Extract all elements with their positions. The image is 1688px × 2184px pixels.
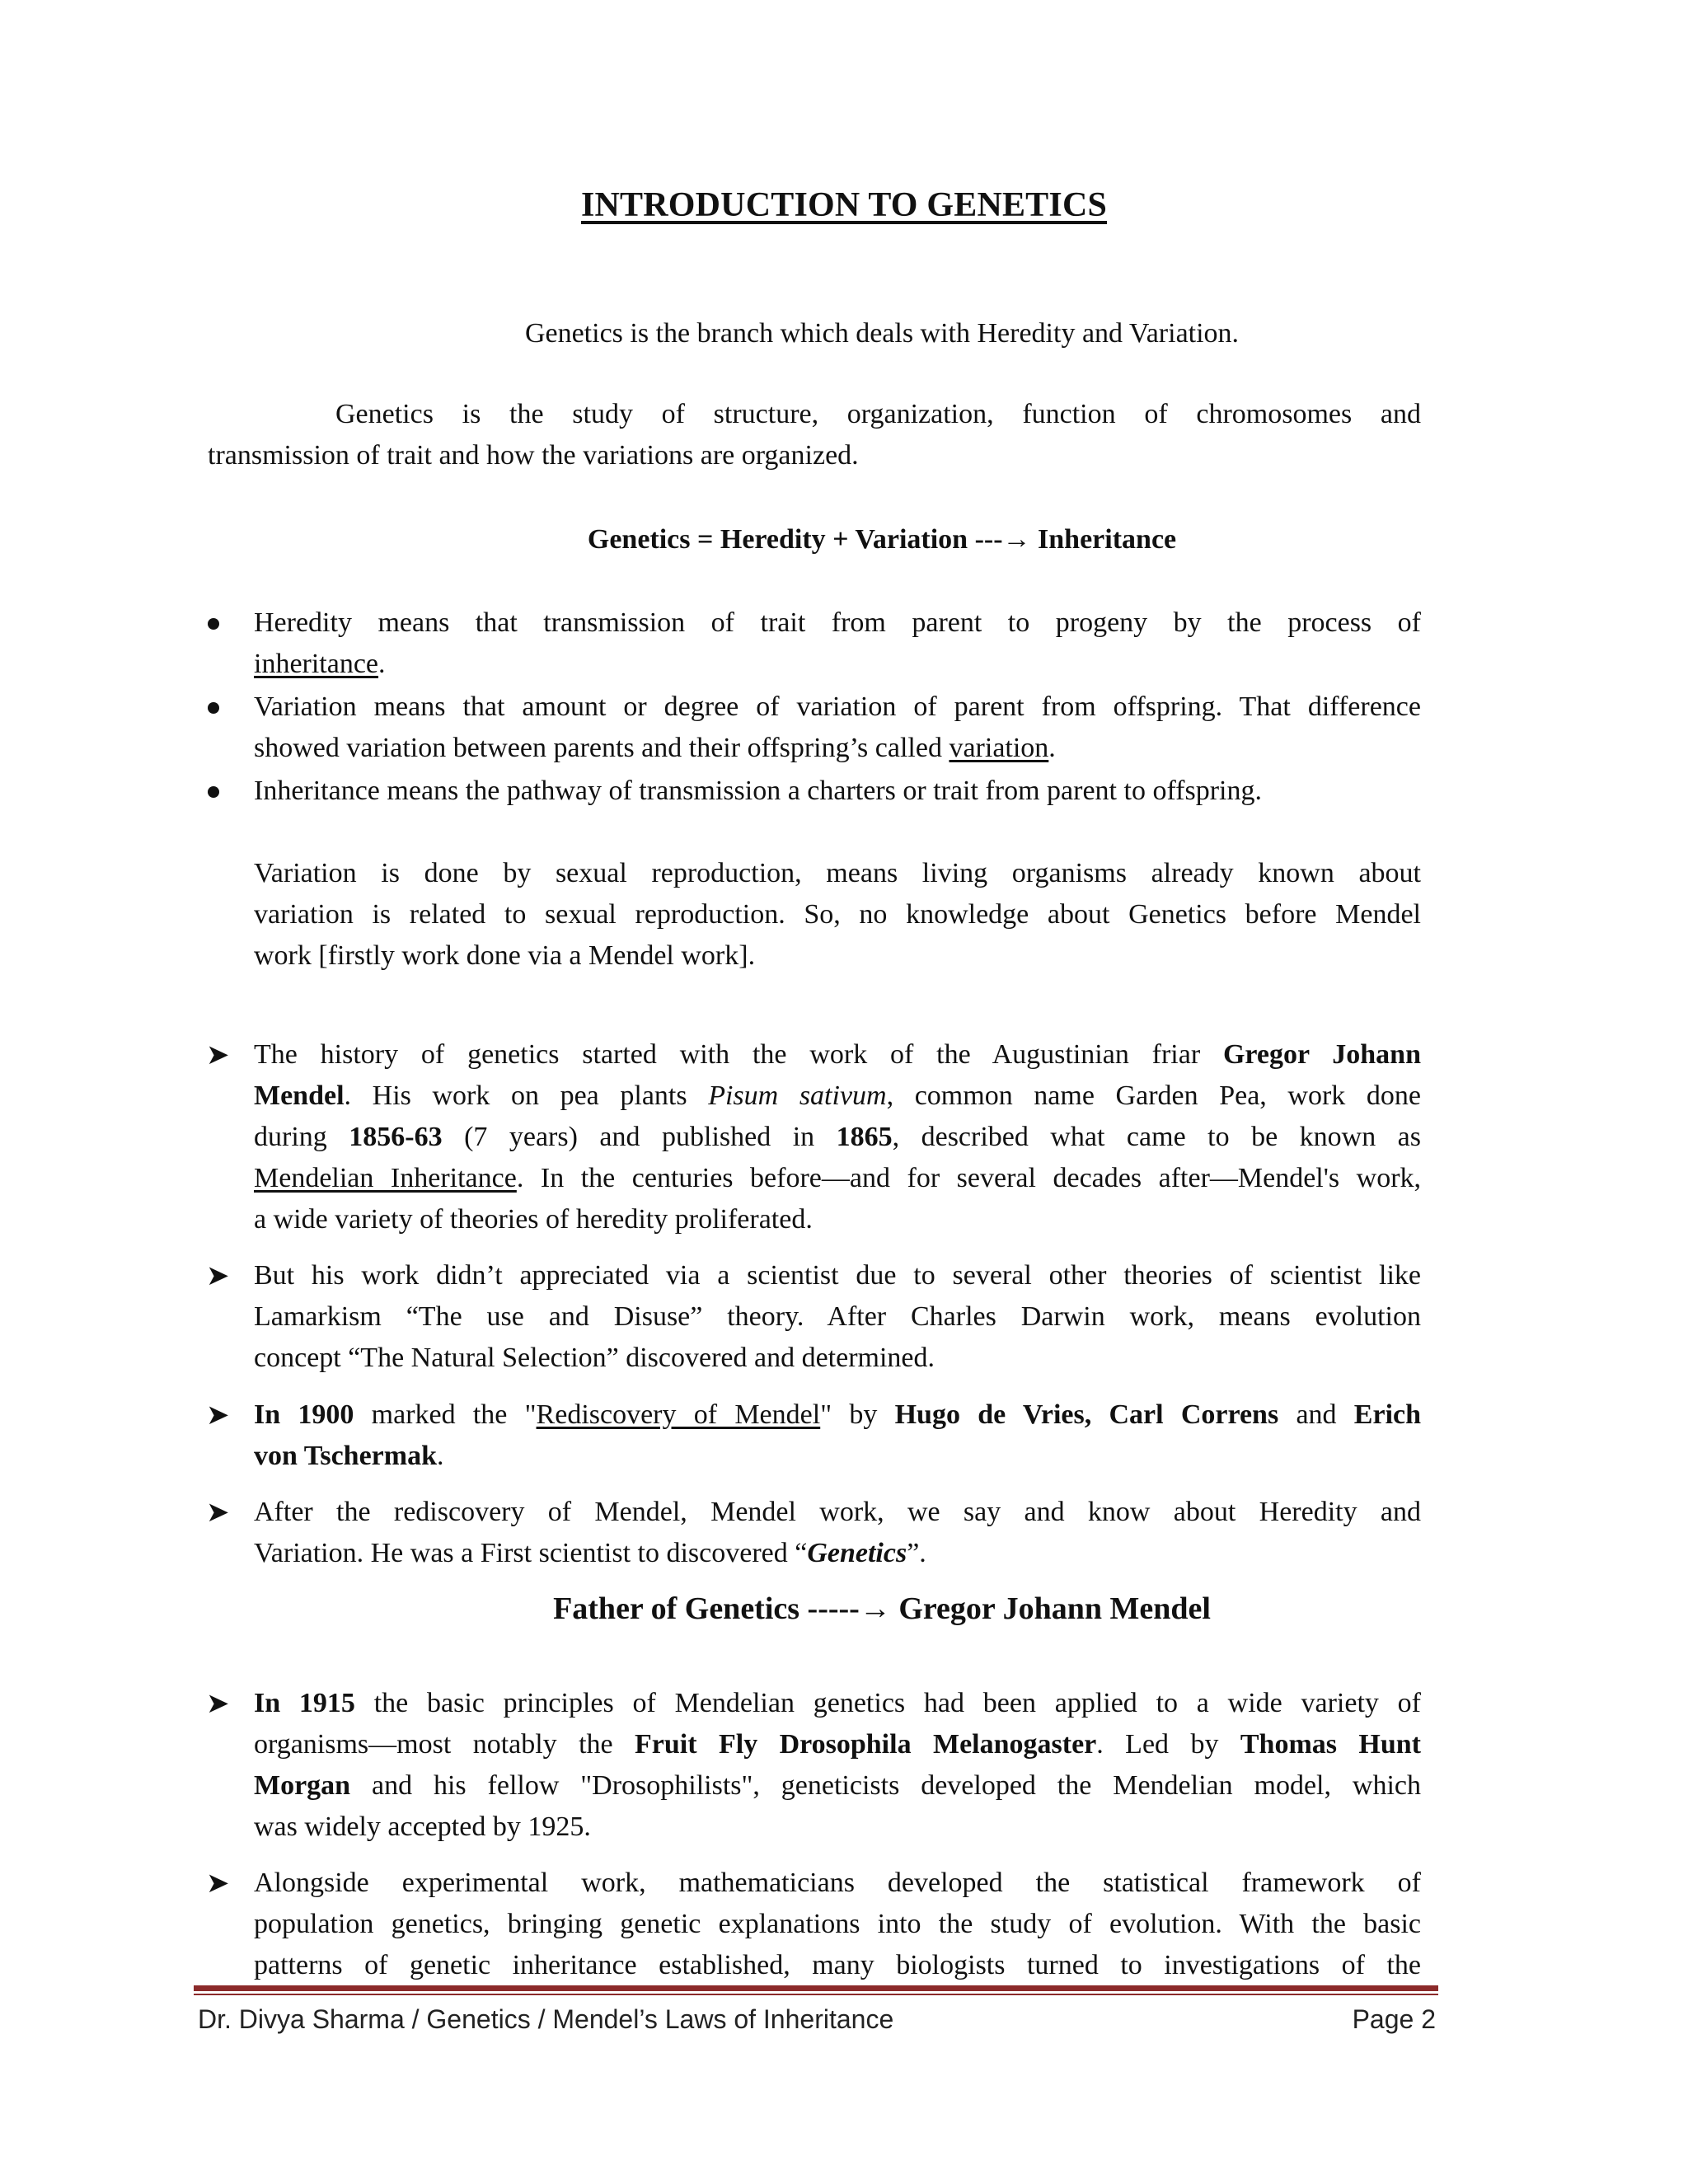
fruit-fly-bold: Fruit Fly Drosophila Melanogaster [635, 1729, 1097, 1760]
mendel-surname-bold: Mendel [254, 1080, 345, 1111]
mendel-name-bold: Gregor Johann [1222, 1039, 1421, 1070]
variation-para-line-3: work [firstly work done via a Mendel work]. [254, 940, 756, 971]
inheritance-link[interactable]: inheritance [254, 649, 379, 679]
genetics-bold-italic: Genetics [807, 1538, 907, 1568]
later-p5-line-1 [254, 1683, 1421, 1724]
thomas-hunt-bold: Thomas Hunt [1240, 1729, 1421, 1760]
history-p4-text: ”. [907, 1538, 926, 1568]
later-p5-line-4: was widely accepted by 1925. [254, 1811, 591, 1842]
later-p6-line-3: patterns of genetic inheritance established, many biologists turned to investigations of the [254, 1950, 1421, 1980]
history-p2-line-2: Lamarkism “The use and Disuse” theory. After Charles Darwin work, means evolution [254, 1301, 1421, 1332]
footer-author: Dr. Divya Sharma / Genetics / Mendel’s Laws of Inheritance [198, 2004, 894, 2034]
page-number: Page 2 [1352, 2004, 1436, 2034]
scientists-bold: Hugo de Vries, Carl Correns [894, 1399, 1279, 1430]
history-p1-text: , common name Garden Pea, work done [886, 1080, 1421, 1111]
variation-para-line-2: variation is related to sexual reproduction. So, no knowledge about Genetics before Mendel [254, 899, 1421, 930]
arrow-bullet-icon: ➤ [206, 1399, 230, 1432]
history-p3-text: " by [820, 1399, 895, 1430]
history-p1-text: (7 years) and published in [442, 1122, 837, 1152]
history-p3-text: marked the " [354, 1399, 537, 1430]
history-p1-text: , described what came to be known as [892, 1122, 1421, 1152]
bullet-icon [208, 618, 219, 630]
history-p1-line-2 [254, 1076, 1421, 1117]
erich-bold: Erich [1353, 1399, 1422, 1430]
bullet-1-tail: . [378, 649, 386, 679]
variation-para-line-1: Variation is done by sexual reproduction, means living organisms already known about [254, 858, 1421, 888]
history-p2-line-1: But his work didn’t appreciated via a scientist due to several other theories of scientist like [254, 1260, 1421, 1291]
history-p4-line-1: After the rediscovery of Mendel, Mendel work, we say and know about Heredity and [254, 1497, 1421, 1527]
intro-line: Genetics is the branch which deals with Heredity and Variation. [524, 318, 1240, 349]
variation-link[interactable]: variation [949, 733, 1049, 763]
arrow-bullet-icon: ➤ [206, 1496, 230, 1529]
history-p3-tail: . [437, 1441, 444, 1471]
years-bold: 1856-63 [349, 1122, 443, 1152]
year-1900-bold: In 1900 [254, 1399, 354, 1430]
paragraph-1-line-1: Genetics is the study of structure, organization, function of chromosomes and [335, 399, 1421, 429]
publish-year-bold: 1865 [836, 1122, 893, 1152]
history-p4-text: Variation. He was a First scientist to discovered “ [254, 1538, 808, 1568]
later-p5-text: and his fellow "Drosophilists", geneticists developed the Mendelian model, which [350, 1770, 1421, 1801]
arrow-bullet-icon: ➤ [206, 1687, 230, 1720]
footer-rule-thin [194, 1994, 1438, 1995]
later-p6-line-2: population genetics, bringing genetic explanations into the study of evolution. With the basic [254, 1909, 1421, 1939]
arrow-bullet-icon: ➤ [206, 1038, 230, 1071]
bullet-2-line-2 [254, 728, 1056, 769]
history-p1-line-5: a wide variety of theories of heredity proliferated. [254, 1204, 813, 1235]
tschermak-bold: von Tschermak [254, 1441, 437, 1471]
mendelian-inheritance-link[interactable]: Mendelian Inheritance [254, 1163, 517, 1193]
bullet-icon [208, 702, 219, 714]
page-title: INTRODUCTION TO GENETICS [580, 186, 1108, 224]
history-p3-line-1 [254, 1394, 1421, 1436]
arrow-bullet-icon: ➤ [206, 1867, 230, 1900]
later-p6-line-1: Alongside experimental work, mathematicians developed the statistical framework of [254, 1868, 1421, 1898]
history-p1-line-4 [254, 1158, 1421, 1199]
later-p5-line-3 [254, 1765, 1421, 1807]
history-p2-line-3: concept “The Natural Selection” discovered and determined. [254, 1343, 935, 1373]
bullet-3-line-1: Inheritance means the pathway of transmission a charters or trait from parent to offspring. [254, 776, 1262, 806]
footer-rule-thick [194, 1985, 1438, 1991]
history-p1-text: . In the centuries before—and for several decades after—Mendel's work, [516, 1163, 1422, 1193]
bullet-2-text: showed variation between parents and their offspring’s called [254, 733, 950, 763]
later-p5-line-2 [254, 1724, 1421, 1765]
genetics-equation: Genetics = Heredity + Variation ---→ Inheritance [587, 524, 1177, 555]
bullet-icon [208, 786, 219, 798]
history-p1-line-3 [254, 1117, 1421, 1158]
bullet-2-line-1: Variation means that amount or degree of variation of parent from offspring. That difference [254, 691, 1421, 722]
bullet-1-line-2 [254, 644, 386, 685]
later-p5-text: the basic principles of Mendelian genetics had been applied to a wide variety of [354, 1688, 1422, 1718]
history-p3-line-2 [254, 1436, 444, 1477]
later-p5-text: . Led by [1096, 1729, 1240, 1760]
pisum-sativum-italic: Pisum sativum [708, 1080, 887, 1111]
history-p1-text: . His work on pea plants [344, 1080, 709, 1111]
paragraph-1-line-2: transmission of trait and how the variations are organized. [208, 440, 859, 471]
later-p5-text: organisms—most notably the [254, 1729, 635, 1760]
history-p1-text: The history of genetics started with the work of the Augustinian friar [254, 1039, 1223, 1070]
bullet-2-tail: . [1048, 733, 1056, 763]
rediscovery-link[interactable]: Rediscovery of Mendel [536, 1399, 821, 1430]
year-1915-bold: In 1915 [254, 1688, 355, 1718]
father-of-genetics-line: Father of Genetics -----→ Gregor Johann Mendel [553, 1591, 1211, 1626]
history-p4-line-2 [254, 1533, 926, 1574]
history-p3-text: and [1278, 1399, 1354, 1430]
morgan-bold: Morgan [254, 1770, 351, 1801]
history-p1-text: during [254, 1122, 349, 1152]
history-p1-line-1 [254, 1034, 1421, 1076]
arrow-bullet-icon: ➤ [206, 1259, 230, 1292]
bullet-1-line-1: Heredity means that transmission of trait from parent to progeny by the process of [254, 607, 1421, 638]
